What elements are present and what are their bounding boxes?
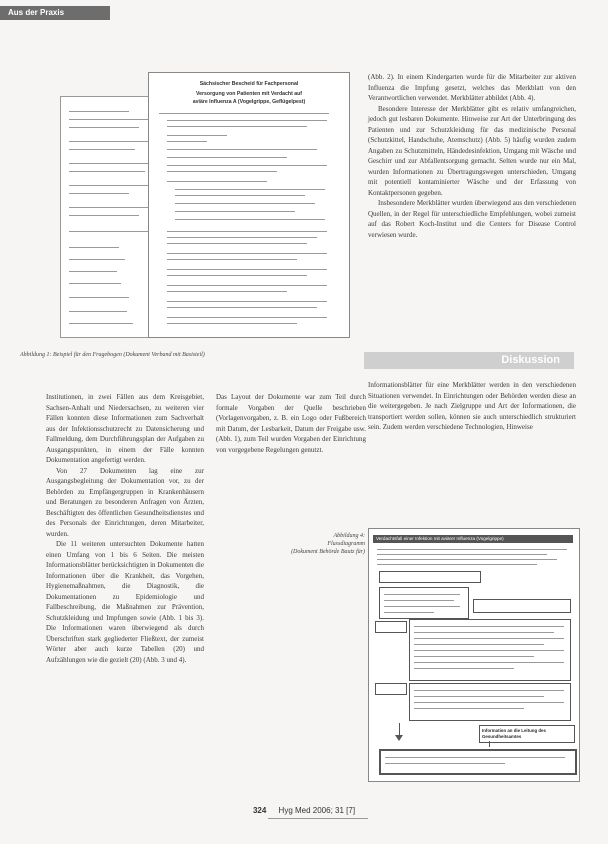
caption-line: (Dokument Behörde Bautz für) [291, 549, 365, 555]
figure-2-caption [270, 532, 365, 556]
paragraph: Die 11 weiteren untersuchten Dokumente hatten einen Umfang von 1 bis 6 Seiten. Die meisten Informationsblätter berücksichtigten in Dokumenten die Informationen über die Krankheit, das Vorgehen, Hygienemaßnahmen, die Diagnostik, die Dokumentationen zu Epidemiologie und Fallbeschreibung, die Maßnahmen zur Prävention, Schutzkleidung und Impfungen sowie (Abb. 1 bis 3). Die Informationen waren überwiegend als durch Überschriften stark gegliederter Fließtext, der zumeist Wörter aber auch kurze Tabellen (20) und Aufzählungen wie die gezielt (20) (Abb. 3 und 4). [46, 540, 204, 664]
flowchart-top-label: Verdachtsfall einer Infektion mit aviärer Influenza (Vogelgrippe) [376, 536, 504, 541]
journal-citation: Hyg Med 2006; 31 [7] [278, 806, 356, 815]
paragraph: Das Layout der Dokumente war zum Teil durch formale Vorgaben der Quelle beschrieben (Vorlagenvorgaben, z. B. ein Logo oder Fußbereich mit Datum, der Lesbarkeit, Datum der Freigabe usw. (Abb. 1), zum Teil wurden Vorgaben der Einrichtung von vorgegebene Regelungen genutzt. [216, 393, 366, 454]
flow-box [375, 683, 407, 695]
figure-1-caption: Abbildung 1: Beispiel für den Fragebogen (Dokument Verband mit Basisteil) [20, 352, 205, 358]
flow-box [479, 725, 575, 743]
form-subtitle-1: Versorgung von Patienten mit Verdacht auf [195, 91, 303, 97]
flow-box-label: Information an die Leitung des Gesundheitsamtes [482, 728, 546, 739]
left-column-text [46, 392, 204, 665]
paragraph: Besondere Interesse der Merkblätter gibt es relativ umfangreichen, jedoch gut lesbaren Dokumente. Hinweise zur Art der Unterbringung des Patienten und zur Schutzkleidung für das medizinische Personal (Schutzkittel, Handschuhe, Atemschutz) (Abb. 5) häufig wurden zudem Angaben zu Schutzmitteln, Händedesinfektion, Umgang mit Wäsche und Geschirr und zur Abfallentsorgung gemacht. Selten wurde nur ein Mal, wurden Informationen zu Übertragungswegen unterschieden, Umgang mit potentiell kontaminierter Wäsche und der Erfassung von Kontaktpersonen gegeben. [368, 104, 576, 197]
form-image-back [60, 96, 162, 338]
form-subtitle-2: aviäre Influenza A (Vogelgrippe, Geflügelpest) [192, 99, 306, 105]
section-tab: Aus der Praxis [0, 6, 110, 20]
caption-line: Abbildung 4: [333, 533, 365, 539]
paragraph: Informationsblätter für eine Merkblätter werden in den verschiedenen Situationen verwendet. In Einrichtungen oder Behörden werden diese an die weitergegeben. Je nach Zielgruppe und Art der Informationen, die transportiert werden sollen, können sie auch unterschiedlich strukturiert sein. Zudem werden verschiedene Technologien, Hinweise [368, 381, 576, 431]
paragraph: (Abb. 2). In einem Kindergarten wurde für die Mitarbeiter zur aktiven Influenza die Impfung gesetzt, welches das Merkblatt von den Verantwortlichen verwendet. Merkblätter abbildet (Abb. 4). [368, 73, 576, 102]
paragraph: Insbesondere Merkblätter wurden überwiegend aus den verschiedenen Quellen, in der Regel für unterschiedliche Empfehlungen, wobei zumeist auf das Robert Koch-Institut und die Centers for Disease Control verwiesen wurde. [368, 199, 576, 239]
right-column-text [368, 72, 576, 240]
flow-box-final [379, 749, 577, 775]
form-title: Sächsischer Bescheid für Fachpersonal [199, 81, 299, 87]
form-image-front [148, 72, 350, 338]
flow-box [409, 683, 571, 721]
caption-line: Flussdiagramm [327, 541, 365, 547]
page-number: 324 [252, 806, 267, 815]
flow-box [409, 619, 571, 681]
section-heading: Diskussion [364, 352, 574, 369]
paragraph: Institutionen, in zwei Fällen aus dem Kreisgebiet, Sachsen-Anhalt und Niedersachsen, zu weiteren vier Fällen konnten diese Informationen zum Sachverhalt aus der Infektionsschutzrecht zu Datensicherung und Fallmeldung, dem Durchführungsplan der Aufgaben zu Ausgangspunkten, in einem der Fälle konnten Dokumentation angefertigt werden. [46, 393, 204, 464]
footer-rule [268, 818, 368, 819]
middle-column-text [216, 392, 366, 455]
flowchart-figure [368, 528, 580, 782]
flow-box [375, 621, 407, 633]
flow-box [379, 587, 469, 619]
flowchart-top-bar [373, 535, 573, 543]
flow-box [473, 599, 571, 613]
page-footer [0, 806, 608, 815]
discussion-text [368, 380, 576, 433]
flow-box [379, 571, 481, 583]
paragraph: Von 27 Dokumenten lag eine zur Ausgangsbegleitung der Dokumentation vor, zu der Behörden zu Empfängergruppen in Krankenhäusern und Beratungen zu besonderen Anfragen von Ärzten, Beschäftigten des öffentlichen Gesundheitsdienstes und des Personals der Einrichtungen, deren Mitarbeiter, wurden. [46, 466, 204, 538]
